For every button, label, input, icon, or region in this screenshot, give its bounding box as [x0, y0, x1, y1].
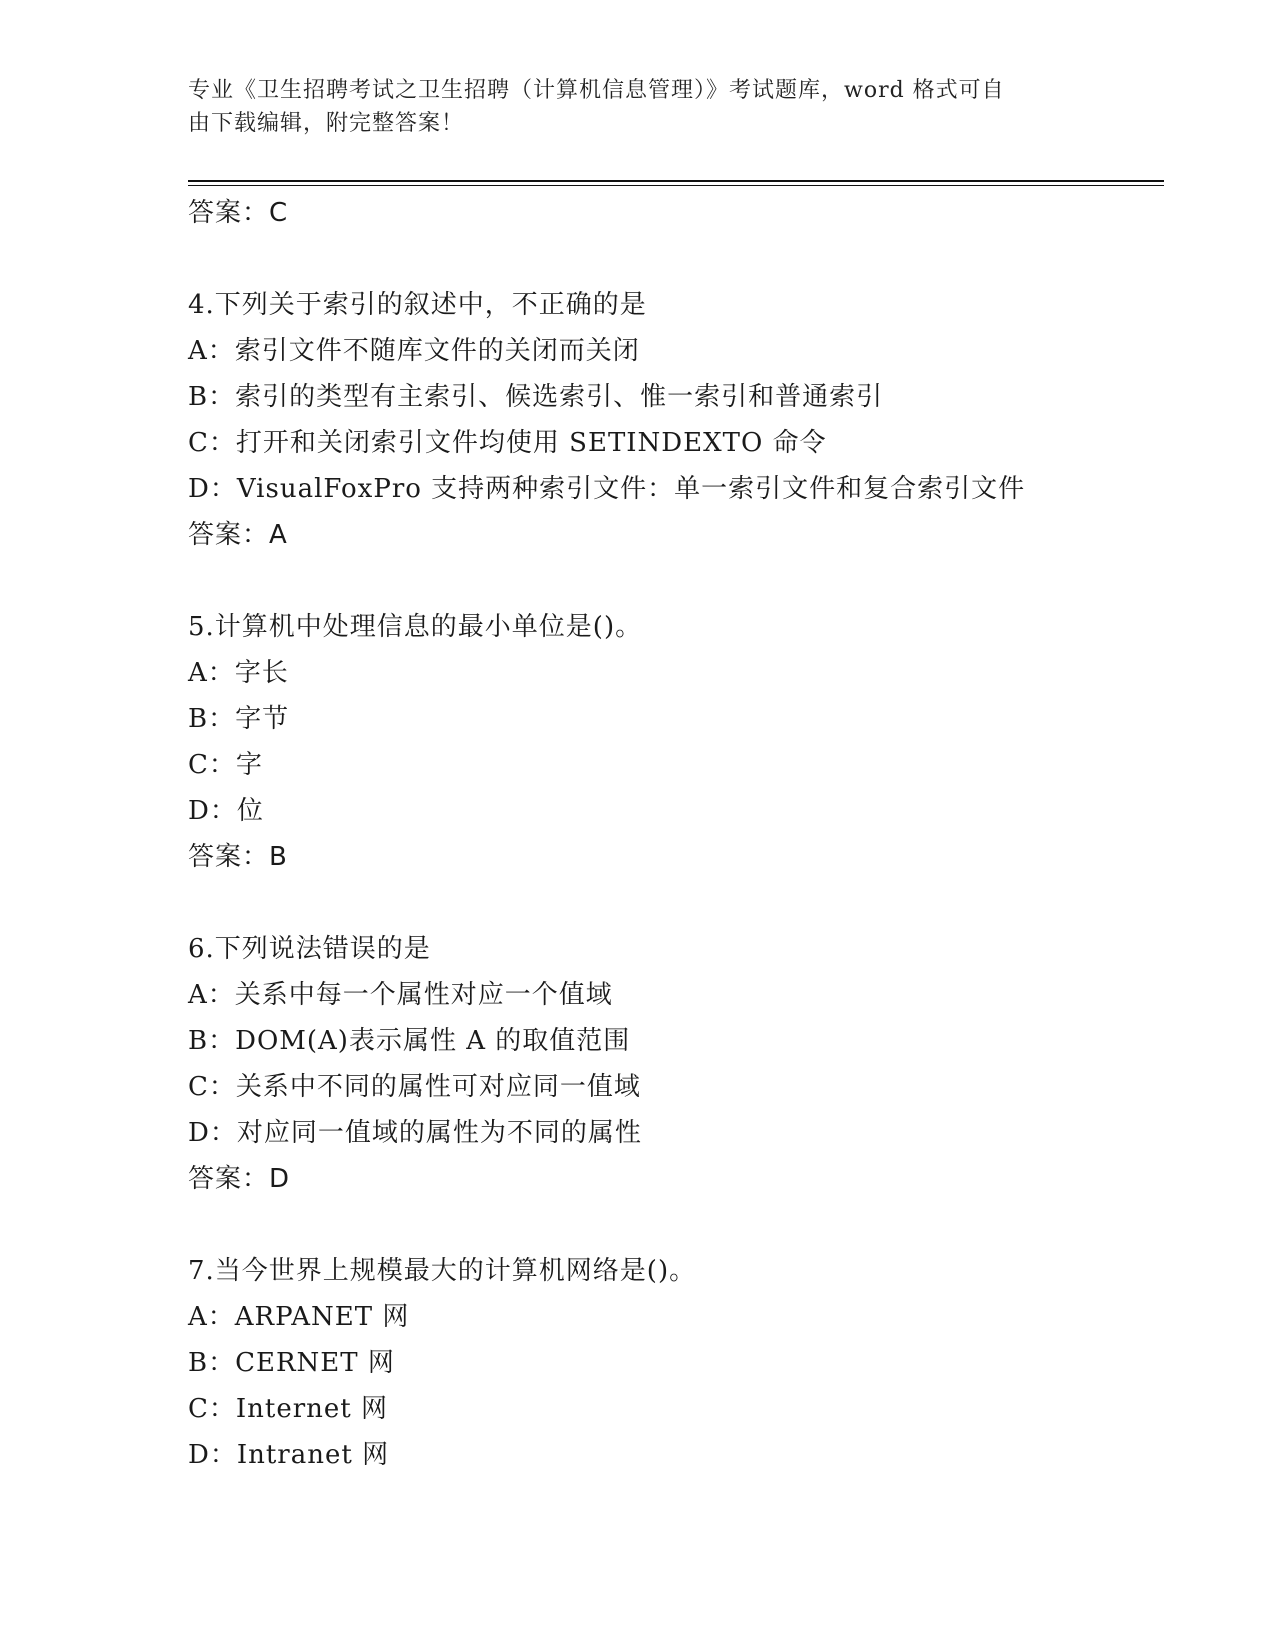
question-block-7	[188, 1248, 1168, 1478]
question-5-text: 5.计算机中处理信息的最小单位是()。	[188, 612, 643, 642]
question-4-option-a: A：索引文件不随库文件的关闭而关闭	[188, 336, 640, 366]
question-7-option-a: A：ARPANET 网	[188, 1302, 410, 1332]
document-header	[188, 74, 1068, 140]
question-6-text: 6.下列说法错误的是	[188, 934, 431, 964]
header-line-1: 专业《卫生招聘考试之卫生招聘（计算机信息管理）》考试题库，word 格式可自	[188, 78, 1005, 103]
answer-5: 答案：B	[188, 842, 288, 872]
spacer	[188, 880, 1168, 926]
question-5-option-a: A：字长	[188, 658, 289, 688]
question-6-option-d: D：对应同一值域的属性为不同的属性	[188, 1118, 642, 1148]
question-block-4	[188, 282, 1168, 558]
spacer	[188, 1202, 1168, 1248]
question-5-option-b: B：字节	[188, 704, 290, 734]
answer-6: 答案：D	[188, 1164, 291, 1194]
header-line-2: 由下载编辑，附完整答案！	[188, 111, 465, 136]
spacer	[188, 236, 1168, 282]
question-list	[188, 190, 1168, 1478]
question-7-option-b: B：CERNET 网	[188, 1348, 395, 1378]
question-block-6	[188, 926, 1168, 1202]
question-6-option-c: C：关系中不同的属性可对应同一值域	[188, 1072, 641, 1102]
question-6-option-b: B：DOM(A)表示属性 A 的取值范围	[188, 1026, 631, 1056]
question-6-option-a: A：关系中每一个属性对应一个值域	[188, 980, 613, 1010]
question-4-text: 4.下列关于索引的叙述中，不正确的是	[188, 290, 647, 320]
question-7-option-c: C：Internet 网	[188, 1394, 389, 1424]
spacer	[188, 558, 1168, 604]
question-7-option-d: D：Intranet 网	[188, 1440, 390, 1470]
question-4-option-b: B：索引的类型有主索引、候选索引、惟一索引和普通索引	[188, 382, 884, 412]
header-divider-thick	[188, 180, 1164, 182]
question-block-5	[188, 604, 1168, 880]
question-5-option-c: C：字	[188, 750, 263, 780]
question-5-option-d: D：位	[188, 796, 264, 826]
answer-3: 答案：C	[188, 198, 289, 228]
header-divider-thin	[188, 185, 1164, 186]
answer-4: 答案：A	[188, 520, 288, 550]
question-7-text: 7.当今世界上规模最大的计算机网络是()。	[188, 1256, 697, 1286]
question-4-option-d: D：VisualFoxPro 支持两种索引文件：单一索引文件和复合索引文件	[188, 474, 1026, 504]
question-4-option-c: C：打开和关闭索引文件均使用 SETINDEXTO 命令	[188, 428, 827, 458]
